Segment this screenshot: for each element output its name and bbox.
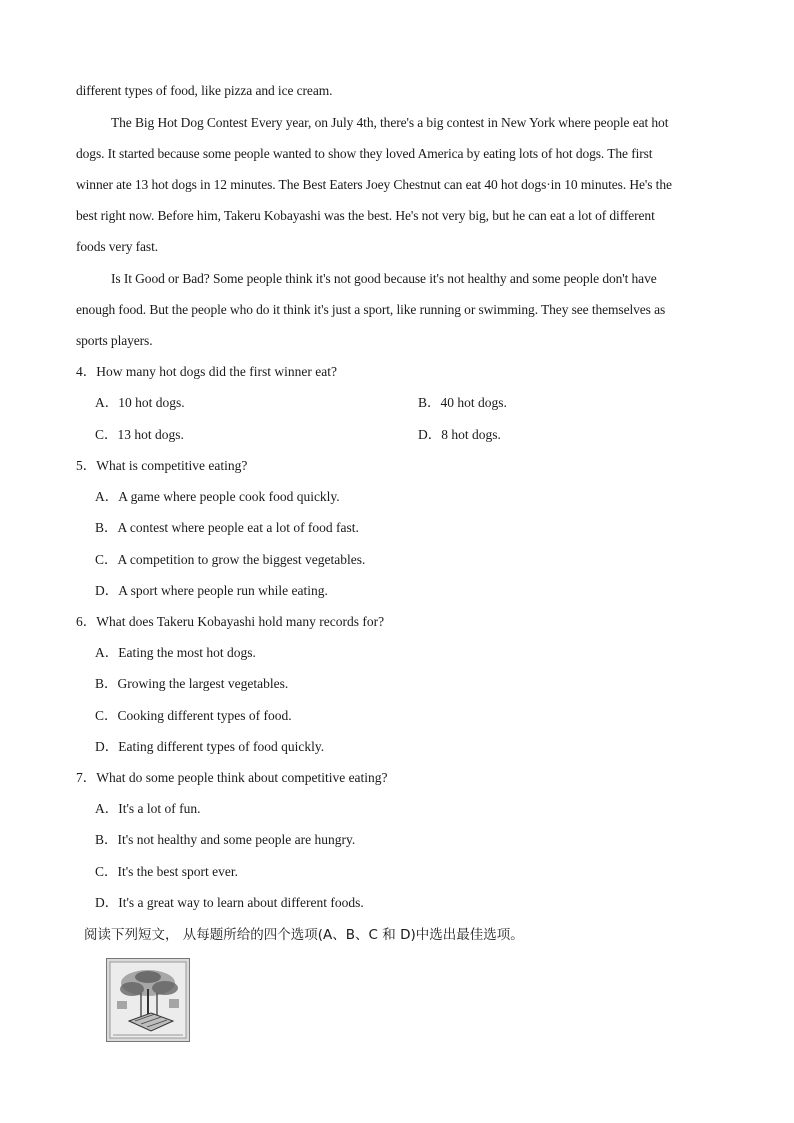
passage-line: Is It Good or Bad? Some people think it's not good because it's not healthy and some people don't have xyxy=(111,271,657,286)
illustration-image xyxy=(106,958,190,1042)
answer-option: B．It's not healthy and some people are hungry. xyxy=(95,832,356,847)
answer-option: C．It's the best sport ever. xyxy=(95,864,239,879)
answer-option: B．Growing the largest vegetables. xyxy=(95,676,289,691)
passage-line: different types of food, like pizza and ice cream. xyxy=(76,83,333,98)
question-stem: 4．How many hot dogs did the first winner eat? xyxy=(76,364,337,379)
question-stem: 7．What do some people think about competitive eating? xyxy=(76,770,388,785)
answer-option: B．40 hot dogs. xyxy=(418,395,507,410)
answer-option: A．Eating the most hot dogs. xyxy=(95,645,256,660)
passage-line: The Big Hot Dog Contest Every year, on July 4th, there's a big contest in New York where people eat hot xyxy=(111,115,669,130)
passage-line: enough food. But the people who do it think it's just a sport, like running or swimming. They see themselves as xyxy=(76,302,666,317)
answer-option: B．A contest where people eat a lot of food fast. xyxy=(95,520,359,535)
answer-option: D．It's a great way to learn about different foods. xyxy=(95,895,364,910)
section-instruction: 阅读下列短文， 从每题所给的四个选项(A、B、C 和 D)中选出最佳选项。 xyxy=(84,927,524,943)
answer-option: D．A sport where people run while eating. xyxy=(95,583,328,598)
question-stem: 5．What is competitive eating? xyxy=(76,458,248,473)
answer-option: A．10 hot dogs. xyxy=(95,395,185,410)
passage-line: foods very fast. xyxy=(76,239,159,254)
answer-option: D．8 hot dogs. xyxy=(418,427,501,442)
passage-line: dogs. It started because some people wanted to show they loved America by eating lots of hot dogs. The first xyxy=(76,146,653,161)
answer-option: A．A game where people cook food quickly. xyxy=(95,489,340,504)
answer-option: C．13 hot dogs. xyxy=(95,427,184,442)
passage-line: best right now. Before him, Takeru Kobayashi was the best. He's not very big, but he can eat a lot of different xyxy=(76,208,655,223)
passage-line: winner ate 13 hot dogs in 12 minutes. The Best Eaters Joey Chestnut can eat 40 hot dogs·in 10 minutes. He's the xyxy=(76,177,672,192)
answer-option: A．It's a lot of fun. xyxy=(95,801,201,816)
passage-line: sports players. xyxy=(76,333,153,348)
question-stem: 6．What does Takeru Kobayashi hold many records for? xyxy=(76,614,385,629)
answer-option: C．Cooking different types of food. xyxy=(95,708,292,723)
answer-option: C．A competition to grow the biggest vegetables. xyxy=(95,552,366,567)
tree-house-illustration-icon xyxy=(107,959,189,1041)
answer-option: D．Eating different types of food quickly. xyxy=(95,739,325,754)
